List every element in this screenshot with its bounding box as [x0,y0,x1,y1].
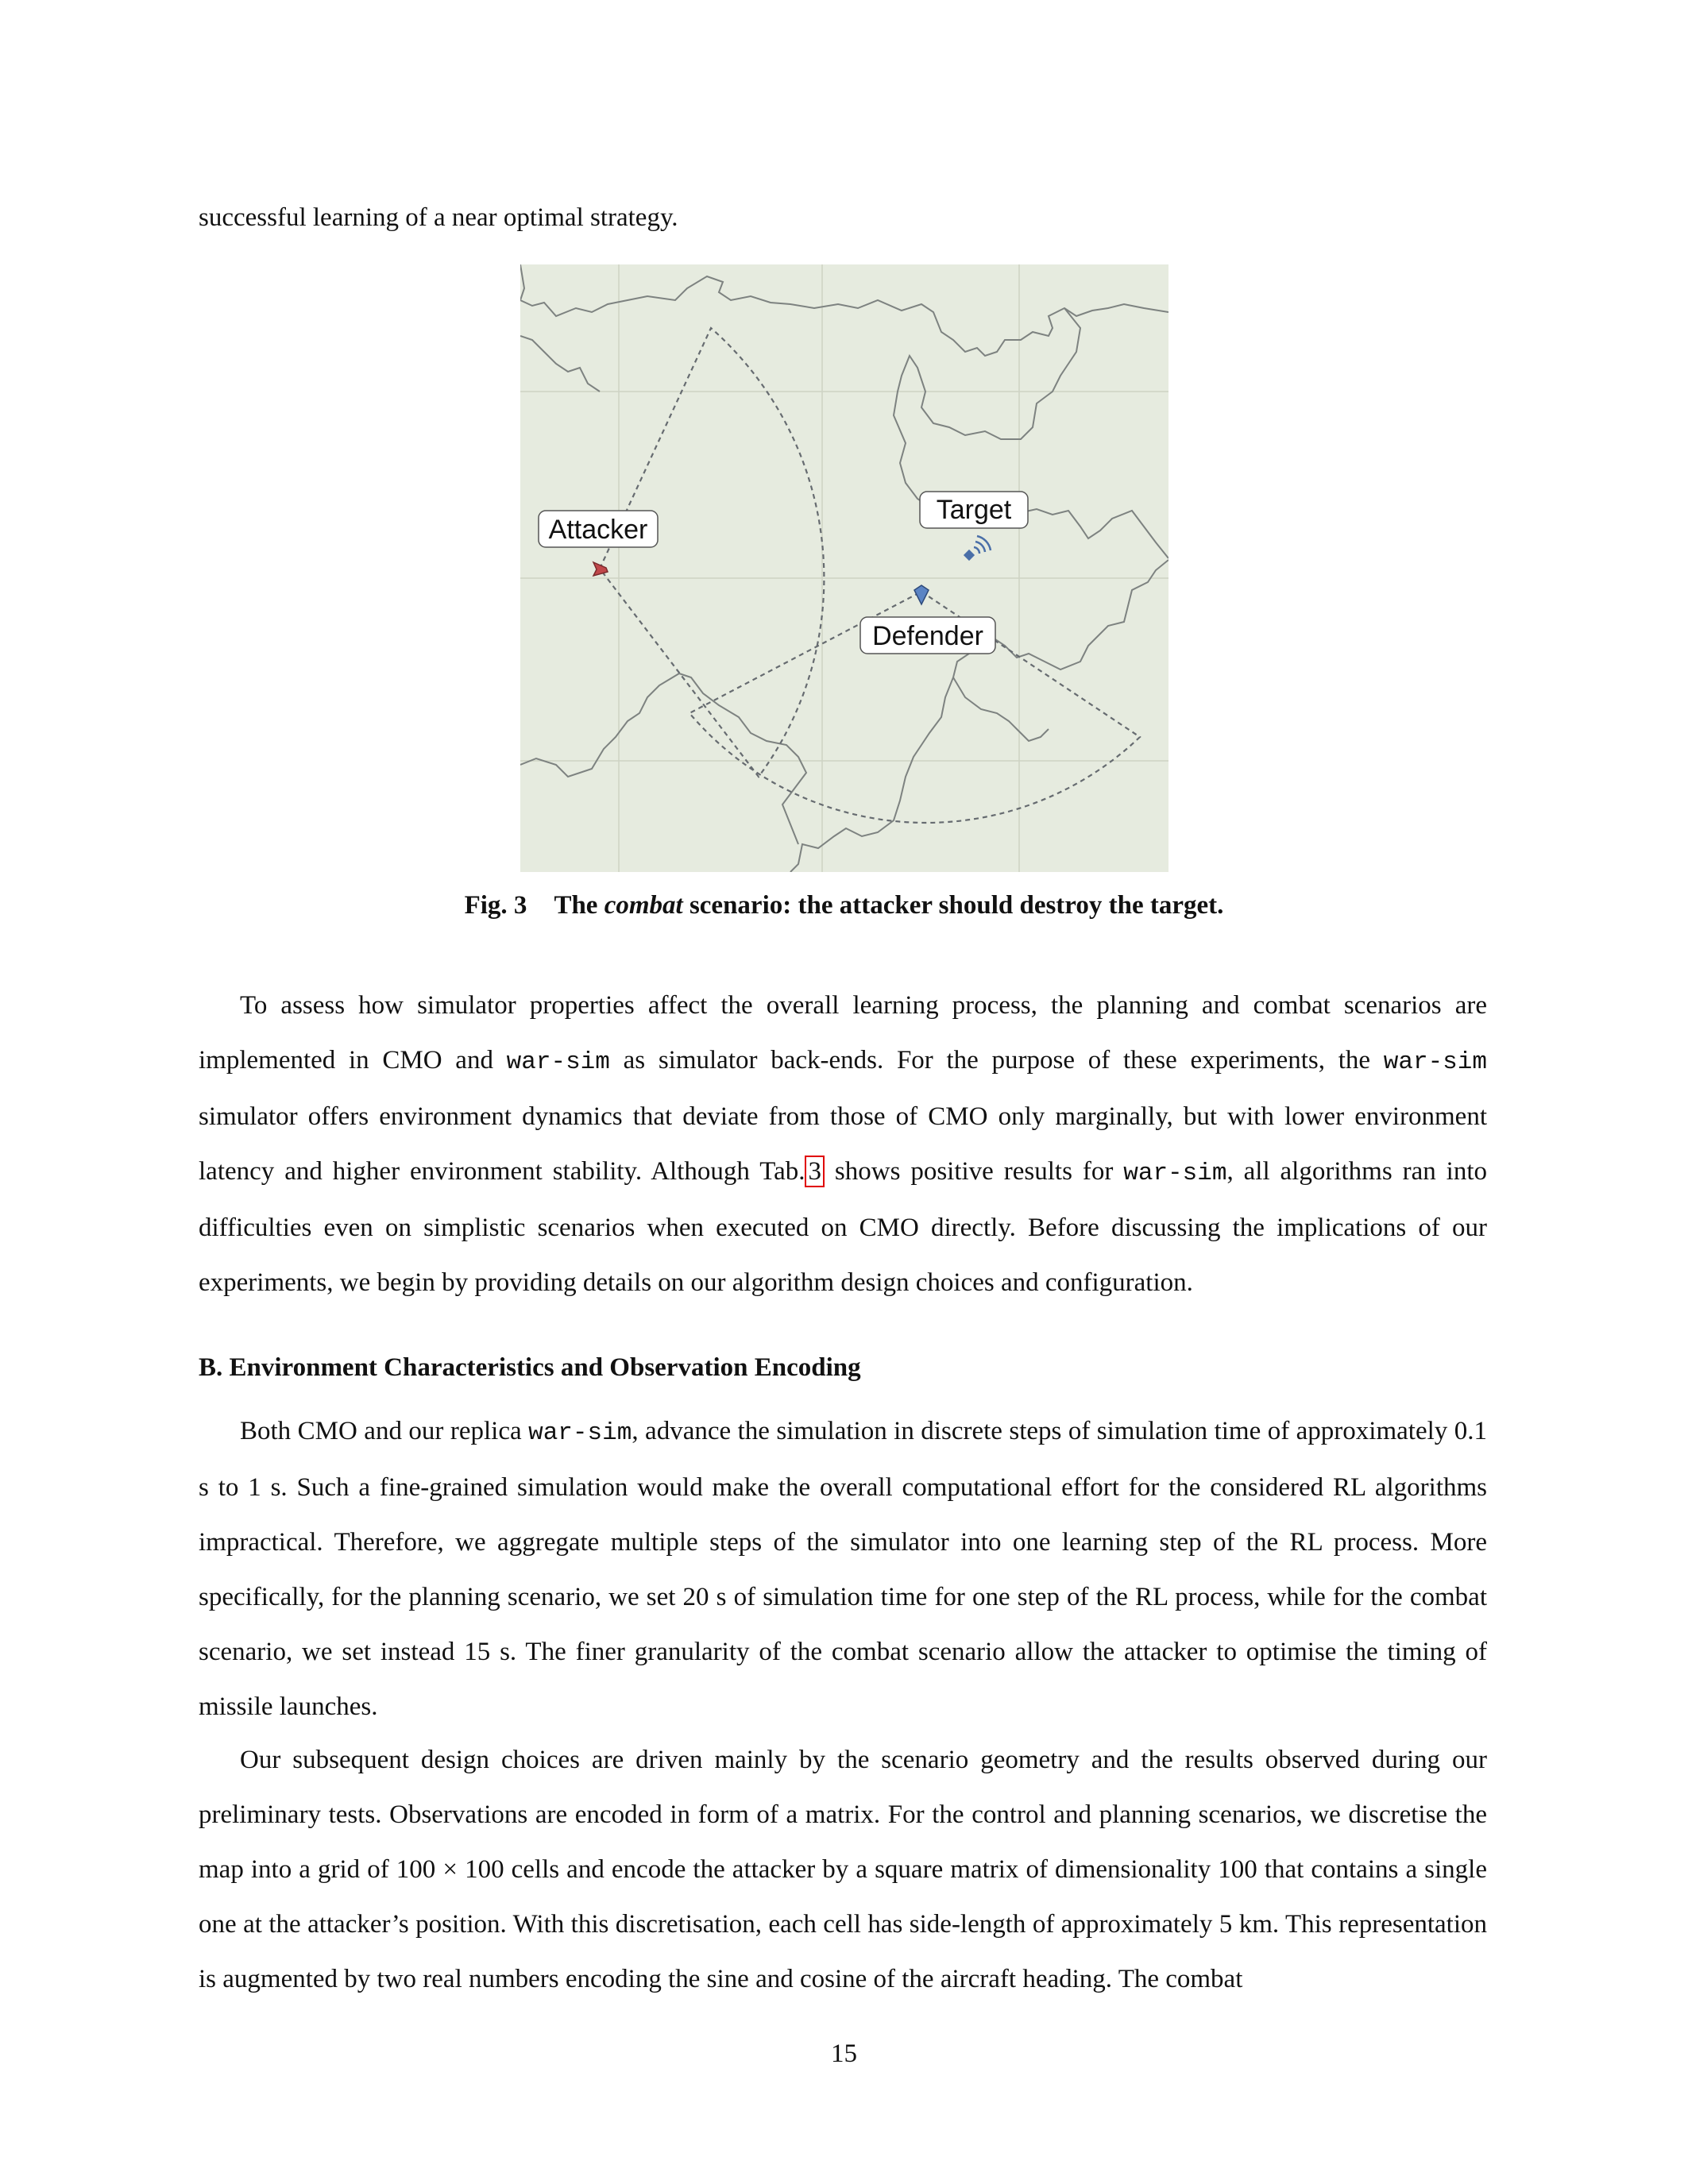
attacker-label [539,511,658,547]
attacker-label-text: Attacker [548,515,648,545]
figure-caption-text: The [554,891,605,920]
table-reference-link[interactable]: 3 [805,1156,825,1187]
defender-label-text: Defender [872,621,983,651]
figure-caption-italic: combat [604,891,683,920]
scenario-map [520,264,1168,872]
combat-scenario-figure [520,264,1168,872]
paragraph-simulation-steps: Both CMO and our replica war-sim, advance the simulation in discrete steps of simulation time of approximately 0.1 s to 1 s. Such a fine-grained simulation would make the overall computational effort for the considered RL algorithms impractical. Therefore, we aggregate multiple steps of the simulator into one learning step of the RL process. More specifically, for the planning scenario, we set 20 s of simulation time for one step of the RL process, while for the combat scenario, we set instead 15 s. The finer granularity of the combat scenario allow the attacker to optimise the timing of missile launches. [199,1417,1487,1721]
top-line: successful learning of a near optimal strategy. [199,203,678,232]
section-heading: B. Environment Characteristics and Observation Encoding [199,1353,861,1382]
page-number: 15 [831,2039,857,2068]
figure-caption [0,891,1688,920]
figure-caption-label: Fig. 3 [464,891,527,920]
defender-label [860,617,995,654]
map-background [520,264,1168,872]
figure-caption-text-end: scenario: the attacker should destroy the target. [682,891,1224,920]
target-label-text: Target [936,495,1012,525]
paragraph-simulator-backends: To assess how simulator properties affect the overall learning process, the planning and combat scenarios are implemented in CMO and war-sim as simulator back-ends. For the purpose of these experiments, the war-sim simulator offers environment dynamics that deviate from those of CMO only marginally, but with lower environment latency and higher environment stability. Although Tab. 3 shows positive results for war-sim, all algorithms ran into difficulties even on simplistic scenarios when executed on CMO directly. Before discussing the implications of our experiments, we begin by providing details on our algorithm design choices and configuration. [199,991,1488,1297]
paragraph-observation-encoding: Our subsequent design choices are driven mainly by the scenario geometry and the results observed during our preliminary tests. Observations are encoded in form of a matrix. For the control and planning scenarios, we discretise the map into a grid of 100 × 100 cells and encode the attacker by a square matrix of dimensionality 100 that contains a single one at the attacker’s position. With this discretisation, each cell has side-length of approximately 5 km. This representation is augmented by two real numbers encoding the sine and cosine of the aircraft heading. The combat [199,1746,1487,1993]
target-label [920,492,1028,528]
